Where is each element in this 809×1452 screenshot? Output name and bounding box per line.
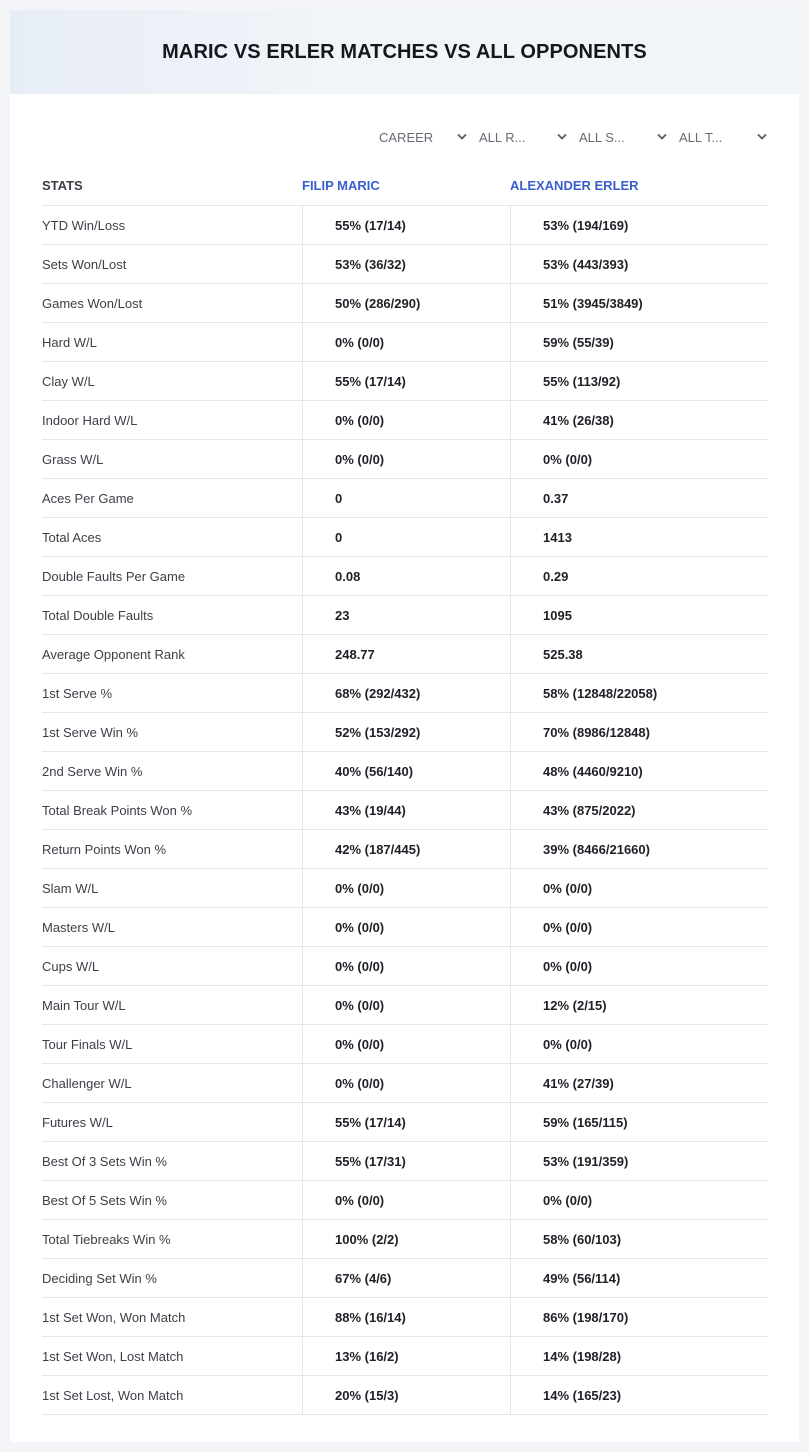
table-row: [42, 1103, 767, 1142]
row-stat-label: Slam W/L: [42, 880, 99, 896]
row-stat-label: Aces Per Game: [42, 490, 134, 506]
row-stat-label: Masters W/L: [42, 919, 115, 935]
table-row: [42, 1259, 767, 1298]
row-player2-value: 14% (198/28): [510, 1337, 767, 1375]
row-player1-value: 0: [302, 479, 510, 517]
row-player1-value: 0% (0/0): [302, 986, 510, 1024]
row-player2-value: 43% (875/2022): [510, 791, 767, 829]
row-stat-label: Futures W/L: [42, 1114, 113, 1130]
table-row: [42, 401, 767, 440]
row-stat-label: Return Points Won %: [42, 841, 167, 857]
row-player2-value: 59% (55/39): [510, 323, 767, 361]
row-player2-value: 49% (56/114): [510, 1259, 767, 1297]
filter-label: ALL R...: [479, 129, 526, 145]
table-row: [42, 1064, 767, 1103]
table-row: [42, 1220, 767, 1259]
filter-surface-select[interactable]: [579, 126, 667, 148]
row-stat-label: 1st Serve Win %: [42, 724, 139, 740]
filter-tournament-select[interactable]: [679, 126, 767, 148]
table-row: [42, 245, 767, 284]
row-stat-label: Sets Won/Lost: [42, 256, 127, 272]
filter-bar: [379, 126, 767, 148]
row-stat-label: Double Faults Per Game: [42, 568, 186, 584]
row-player2-value: 48% (4460/9210): [510, 752, 767, 790]
row-player2-value: 55% (113/92): [510, 362, 767, 400]
row-player1-value: 0% (0/0): [302, 1025, 510, 1063]
row-player2-value: 59% (165/115): [510, 1103, 767, 1141]
header-player2-link[interactable]: ALEXANDER ERLER: [510, 178, 639, 193]
row-player2-value: 70% (8986/12848): [510, 713, 767, 751]
row-player1-value: 55% (17/31): [302, 1142, 510, 1180]
row-player1-value: 23: [302, 596, 510, 634]
table-row: [42, 557, 767, 596]
table-row: [42, 947, 767, 986]
table-header: [42, 166, 767, 206]
row-player2-value: 12% (2/15): [510, 986, 767, 1024]
chevron-down-icon: [557, 132, 567, 142]
row-player2-value: 0% (0/0): [510, 1181, 767, 1219]
table-row: [42, 1337, 767, 1376]
stats-card: [10, 10, 799, 1442]
table-row: [42, 1142, 767, 1181]
row-player2-value: 86% (198/170): [510, 1298, 767, 1336]
row-player2-value: 0% (0/0): [510, 947, 767, 985]
row-player1-value: 13% (16/2): [302, 1337, 510, 1375]
row-stat-label: Cups W/L: [42, 958, 100, 974]
table-row: [42, 986, 767, 1025]
row-player1-value: 0% (0/0): [302, 440, 510, 478]
table-row: [42, 908, 767, 947]
row-stat-label: 1st Set Won, Won Match: [42, 1309, 186, 1325]
table-row: [42, 596, 767, 635]
row-stat-label: 1st Serve %: [42, 685, 113, 701]
table-row: [42, 1181, 767, 1220]
row-stat-label: Best Of 3 Sets Win %: [42, 1153, 167, 1169]
filter-label: ALL S...: [579, 129, 625, 145]
row-stat-label: Total Tiebreaks Win %: [42, 1231, 171, 1247]
table-row: [42, 479, 767, 518]
row-player1-value: 0% (0/0): [302, 1064, 510, 1102]
row-player1-value: 55% (17/14): [302, 206, 510, 244]
row-player1-value: 0% (0/0): [302, 323, 510, 361]
table-row: [42, 1298, 767, 1337]
row-stat-label: Challenger W/L: [42, 1075, 132, 1091]
row-stat-label: YTD Win/Loss: [42, 217, 126, 233]
row-player2-value: 58% (12848/22058): [510, 674, 767, 712]
row-player2-value: 0% (0/0): [510, 440, 767, 478]
row-player2-value: 53% (443/393): [510, 245, 767, 283]
row-player2-value: 53% (191/359): [510, 1142, 767, 1180]
row-stat-label: Hard W/L: [42, 334, 97, 350]
row-player1-value: 100% (2/2): [302, 1220, 510, 1258]
table-row: [42, 284, 767, 323]
row-player1-value: 67% (4/6): [302, 1259, 510, 1297]
row-player1-value: 0.08: [302, 557, 510, 595]
row-player1-value: 53% (36/32): [302, 245, 510, 283]
row-player1-value: 68% (292/432): [302, 674, 510, 712]
row-player2-value: 53% (194/169): [510, 206, 767, 244]
table-row: [42, 791, 767, 830]
row-player1-value: 55% (17/14): [302, 362, 510, 400]
row-stat-label: Grass W/L: [42, 451, 104, 467]
row-player1-value: 0% (0/0): [302, 947, 510, 985]
row-stat-label: 1st Set Won, Lost Match: [42, 1348, 184, 1364]
row-player1-value: 20% (15/3): [302, 1376, 510, 1414]
chevron-down-icon: [657, 132, 667, 142]
row-stat-label: Indoor Hard W/L: [42, 412, 138, 428]
row-stat-label: Best Of 5 Sets Win %: [42, 1192, 167, 1208]
row-stat-label: Deciding Set Win %: [42, 1270, 157, 1286]
row-player2-value: 39% (8466/21660): [510, 830, 767, 868]
row-player1-value: 0: [302, 518, 510, 556]
row-stat-label: 1st Set Lost, Won Match: [42, 1387, 184, 1403]
row-player2-value: 58% (60/103): [510, 1220, 767, 1258]
row-player2-value: 0% (0/0): [510, 908, 767, 946]
row-player1-value: 0% (0/0): [302, 908, 510, 946]
row-stat-label: Total Aces: [42, 529, 102, 545]
row-player2-value: 51% (3945/3849): [510, 284, 767, 322]
row-player1-value: 0% (0/0): [302, 869, 510, 907]
stats-table: [42, 166, 767, 1415]
table-row: [42, 635, 767, 674]
row-stat-label: Average Opponent Rank: [42, 646, 185, 662]
row-player2-value: 14% (165/23): [510, 1376, 767, 1414]
table-body: [42, 206, 767, 1415]
row-player2-value: 525.38: [510, 635, 767, 673]
row-player1-value: 0% (0/0): [302, 401, 510, 439]
row-player1-value: 88% (16/14): [302, 1298, 510, 1336]
chevron-down-icon: [757, 132, 767, 142]
row-player1-value: 52% (153/292): [302, 713, 510, 751]
row-player1-value: 42% (187/445): [302, 830, 510, 868]
row-player1-value: 40% (56/140): [302, 752, 510, 790]
row-stat-label: Tour Finals W/L: [42, 1036, 133, 1052]
header-stats: STATS: [42, 178, 83, 193]
table-row: [42, 713, 767, 752]
page-title: MARIC VS ERLER MATCHES VS ALL OPPONENTS: [162, 40, 647, 63]
card-header: [10, 10, 799, 94]
row-stat-label: Total Double Faults: [42, 607, 154, 623]
filter-label: CAREER: [379, 129, 434, 145]
row-player2-value: 41% (27/39): [510, 1064, 767, 1102]
table-row: [42, 323, 767, 362]
row-stat-label: Games Won/Lost: [42, 295, 143, 311]
header-player1-link[interactable]: FILIP MARIC: [302, 178, 380, 193]
row-player1-value: 43% (19/44): [302, 791, 510, 829]
row-player1-value: 50% (286/290): [302, 284, 510, 322]
row-stat-label: Main Tour W/L: [42, 997, 126, 1013]
table-row: [42, 440, 767, 479]
row-stat-label: 2nd Serve Win %: [42, 763, 143, 779]
row-player1-value: 55% (17/14): [302, 1103, 510, 1141]
row-player1-value: 0% (0/0): [302, 1181, 510, 1219]
table-row: [42, 1025, 767, 1064]
row-player2-value: 0% (0/0): [510, 1025, 767, 1063]
filter-period-select[interactable]: [379, 126, 467, 148]
row-player2-value: 41% (26/38): [510, 401, 767, 439]
row-stat-label: Clay W/L: [42, 373, 95, 389]
table-row: [42, 362, 767, 401]
row-player2-value: 1095: [510, 596, 767, 634]
table-row: [42, 1376, 767, 1415]
row-player2-value: 1413: [510, 518, 767, 556]
filter-label: ALL T...: [679, 129, 723, 145]
table-row: [42, 206, 767, 245]
table-row: [42, 674, 767, 713]
filter-round-select[interactable]: [479, 126, 567, 148]
row-stat-label: Total Break Points Won %: [42, 802, 193, 818]
row-player2-value: 0% (0/0): [510, 869, 767, 907]
table-row: [42, 830, 767, 869]
row-player2-value: 0.37: [510, 479, 767, 517]
table-row: [42, 752, 767, 791]
table-row: [42, 518, 767, 557]
row-player2-value: 0.29: [510, 557, 767, 595]
chevron-down-icon: [457, 132, 467, 142]
table-row: [42, 869, 767, 908]
row-player1-value: 248.77: [302, 635, 510, 673]
